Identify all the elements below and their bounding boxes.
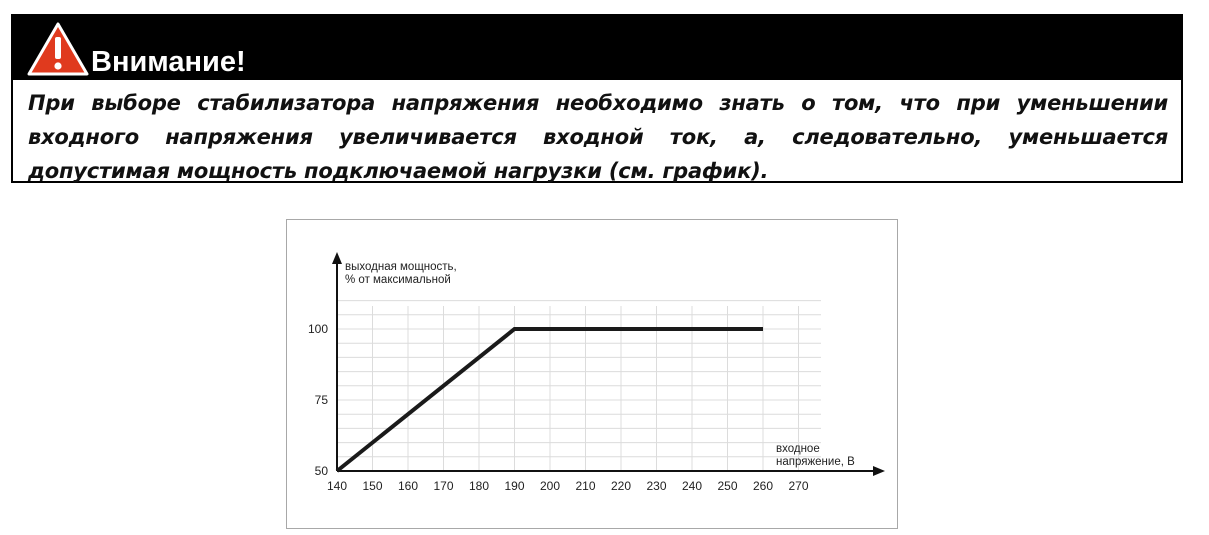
x-tick-label: 150 bbox=[362, 479, 382, 493]
x-tick-label: 170 bbox=[433, 479, 453, 493]
x-tick-label: 210 bbox=[575, 479, 595, 493]
x-tick-label: 240 bbox=[682, 479, 702, 493]
warning-line-2: входного напряжения увеличивается входной ток, а, следовательно, уменьшается bbox=[28, 125, 1168, 149]
warning-header bbox=[13, 16, 1181, 80]
x-tick-label: 250 bbox=[717, 479, 737, 493]
x-tick-label: 260 bbox=[753, 479, 773, 493]
warning-title: Внимание! bbox=[91, 46, 246, 78]
x-tick-label: 160 bbox=[398, 479, 418, 493]
x-tick-label: 270 bbox=[788, 479, 808, 493]
x-tick-label: 140 bbox=[327, 479, 347, 493]
chart-grid bbox=[337, 301, 821, 471]
chart-frame bbox=[286, 219, 898, 529]
x-axis-label: входное bbox=[776, 443, 820, 455]
warning-line-3: допустимая мощность подключаемой нагрузки (см. график). bbox=[28, 159, 768, 183]
x-axis-arrow-icon bbox=[873, 466, 885, 476]
y-tick-label: 100 bbox=[308, 322, 328, 336]
y-axis-label: выходная мощность, bbox=[345, 261, 457, 273]
warning-triangle-icon bbox=[25, 20, 91, 78]
x-tick-label: 190 bbox=[504, 479, 524, 493]
x-tick-label: 220 bbox=[611, 479, 631, 493]
warning-text bbox=[28, 86, 1168, 188]
x-axis-label: напряжение, В bbox=[776, 456, 855, 468]
chart-ticks bbox=[308, 322, 809, 493]
power-voltage-chart bbox=[287, 220, 899, 530]
chart-labels bbox=[345, 261, 855, 468]
y-tick-label: 50 bbox=[315, 464, 329, 478]
x-tick-label: 200 bbox=[540, 479, 560, 493]
y-axis-arrow-icon bbox=[332, 252, 342, 264]
y-axis-label: % от максимальной bbox=[345, 274, 451, 286]
x-tick-label: 230 bbox=[646, 479, 666, 493]
x-tick-label: 180 bbox=[469, 479, 489, 493]
y-tick-label: 75 bbox=[315, 393, 329, 407]
warning-line-1: При выборе стабилизатора напряжения необходимо знать о том, что при уменьшении bbox=[28, 91, 1168, 115]
warning-box bbox=[11, 14, 1183, 183]
